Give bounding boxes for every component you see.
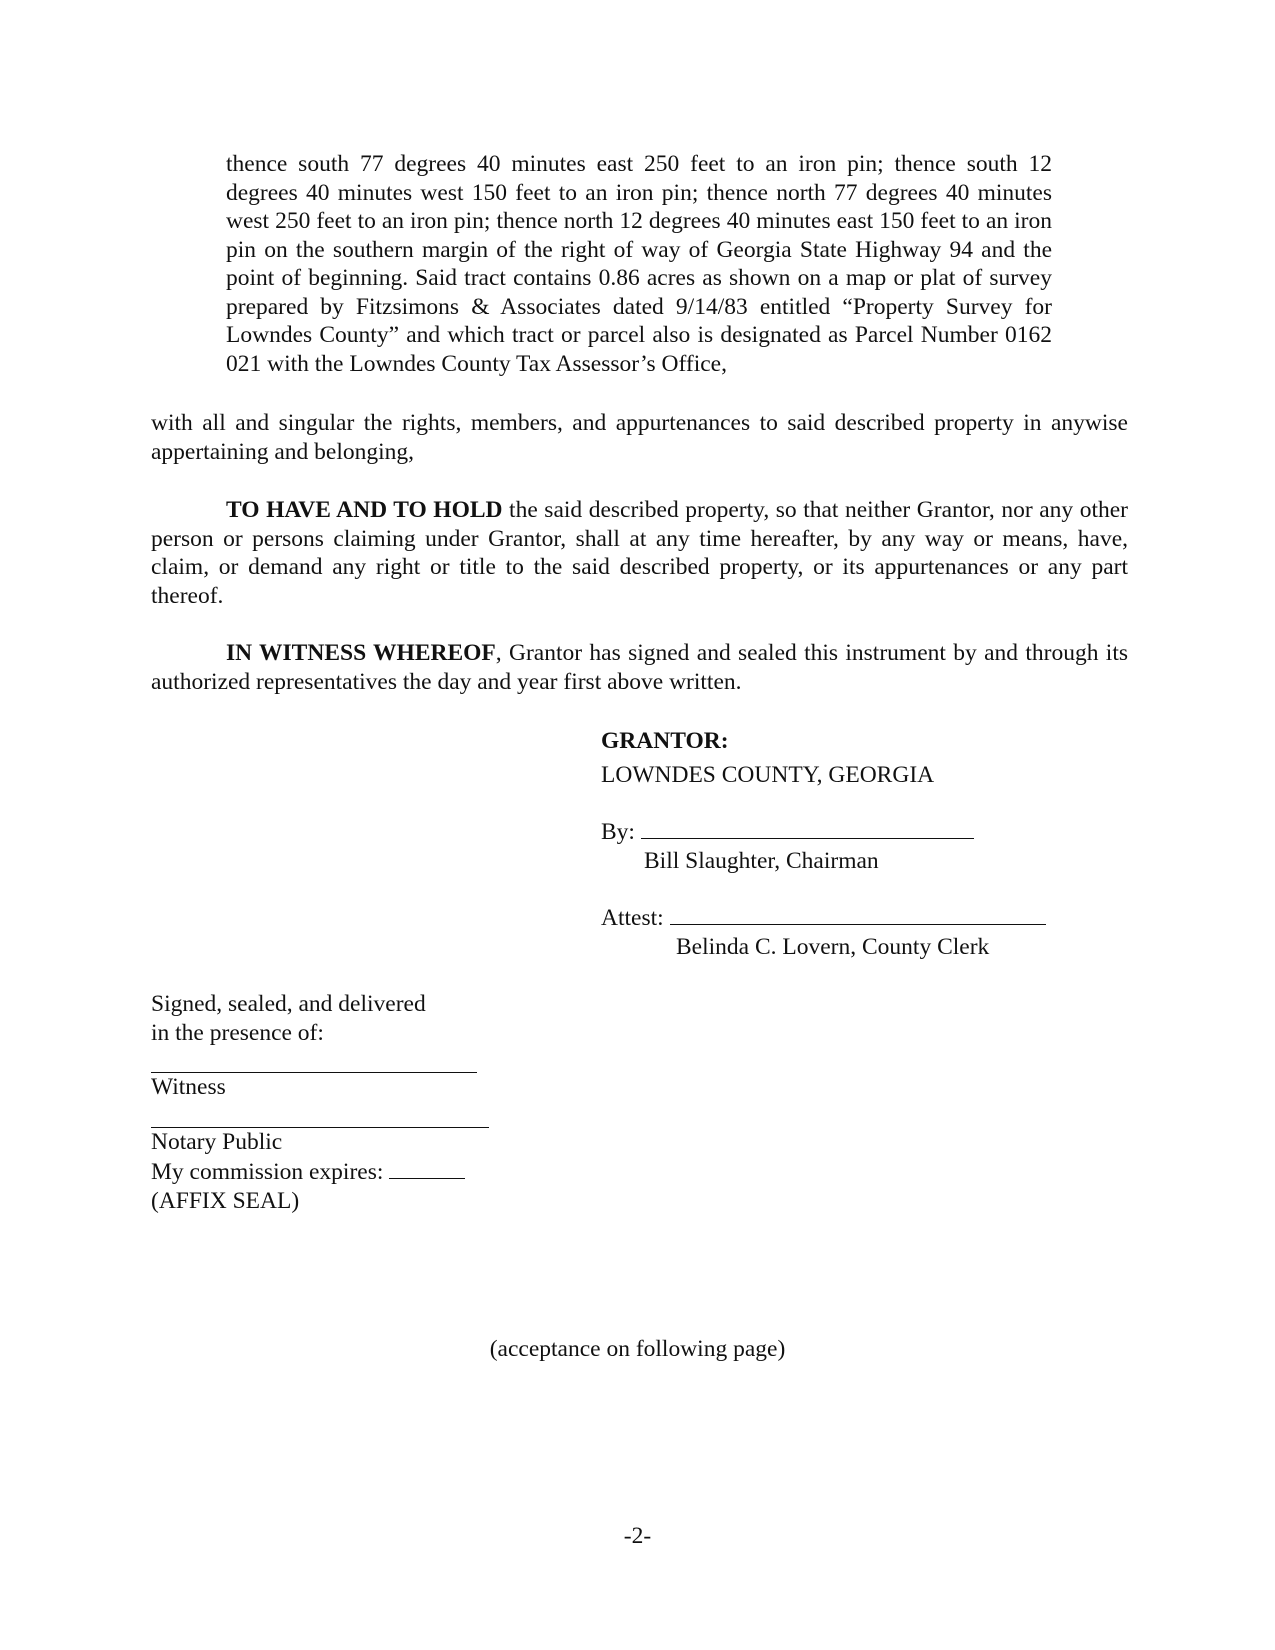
signed-sealed-line: Signed, sealed, and delivered — [151, 991, 426, 1017]
witness-signature-blank — [151, 1047, 477, 1073]
clerk-signature-blank — [670, 902, 1046, 925]
by-label: By: — [601, 819, 635, 845]
attest-label: Attest: — [601, 905, 664, 931]
page-number: -2- — [623, 1523, 652, 1549]
habendum-lead: TO HAVE AND TO HOLD — [226, 497, 503, 523]
witness-label: Witness — [151, 1074, 226, 1100]
testimonium-text: , Grantor has signed and sealed this instrument by and through its authorized representatives the day and year first above written. — [151, 640, 1128, 695]
legal-description-paragraph: thence south 77 degrees 40 minutes east 250 feet to an iron pin; thence south 12 degrees 40 minutes west 150 feet to an iron pin; thence north 77 degrees 40 minutes west 250 feet to an iron pin; thence north 12 degrees 40 minutes east 150 feet to an iron pin on the southern margin of the right of way of Georgia State Highway 94 and the point of beginning. Said tract contains 0.86 acres as shown on a map or plat of survey prepared by Fitzsimons & Associates dated 9/14/83 entitled “Property Survey for Lowndes County” and which tract or parcel also is designated as Parcel Number 0162 021 with the Lowndes County Tax Assessor’s Office, — [226, 151, 1052, 377]
habendum-paragraph — [151, 496, 1128, 610]
commission-label: My commission expires: — [151, 1159, 384, 1185]
affix-seal-label: (AFFIX SEAL) — [151, 1187, 300, 1214]
notary-label: Notary Public — [151, 1128, 283, 1155]
clerk-name: Belinda C. Lovern, County Clerk — [676, 933, 990, 960]
acceptance-note: (acceptance on following page) — [489, 1336, 786, 1362]
attest-signature-line — [601, 902, 1101, 933]
chairman-name: Bill Slaughter, Chairman — [644, 847, 879, 874]
commission-date-blank — [389, 1156, 465, 1179]
witness-notary-block — [151, 990, 551, 1215]
grantor-signature-block — [601, 727, 1101, 961]
commission-expires-line — [151, 1156, 551, 1187]
presence-of-line: in the presence of: — [151, 1019, 324, 1046]
habendum-text: the said described property, so that neither Grantor, nor any other person or persons claiming under Grantor, shall at any time hereafter, by any way or means, have, claim, or demand any right or title to the said described property, or its appurtenances or any part thereof. — [151, 497, 1128, 609]
testimonium-lead: IN WITNESS WHEREOF — [226, 640, 496, 666]
grantor-heading: GRANTOR: — [601, 728, 729, 754]
grantor-entity: LOWNDES COUNTY, GEORGIA — [601, 761, 935, 788]
by-signature-line — [601, 816, 1101, 847]
notary-signature-blank — [151, 1102, 489, 1128]
chairman-signature-blank — [641, 816, 974, 839]
appurtenances-paragraph: with all and singular the rights, members, and appurtenances to said described property in anywise appertaining and belonging, — [151, 410, 1128, 465]
testimonium-paragraph — [151, 639, 1128, 696]
